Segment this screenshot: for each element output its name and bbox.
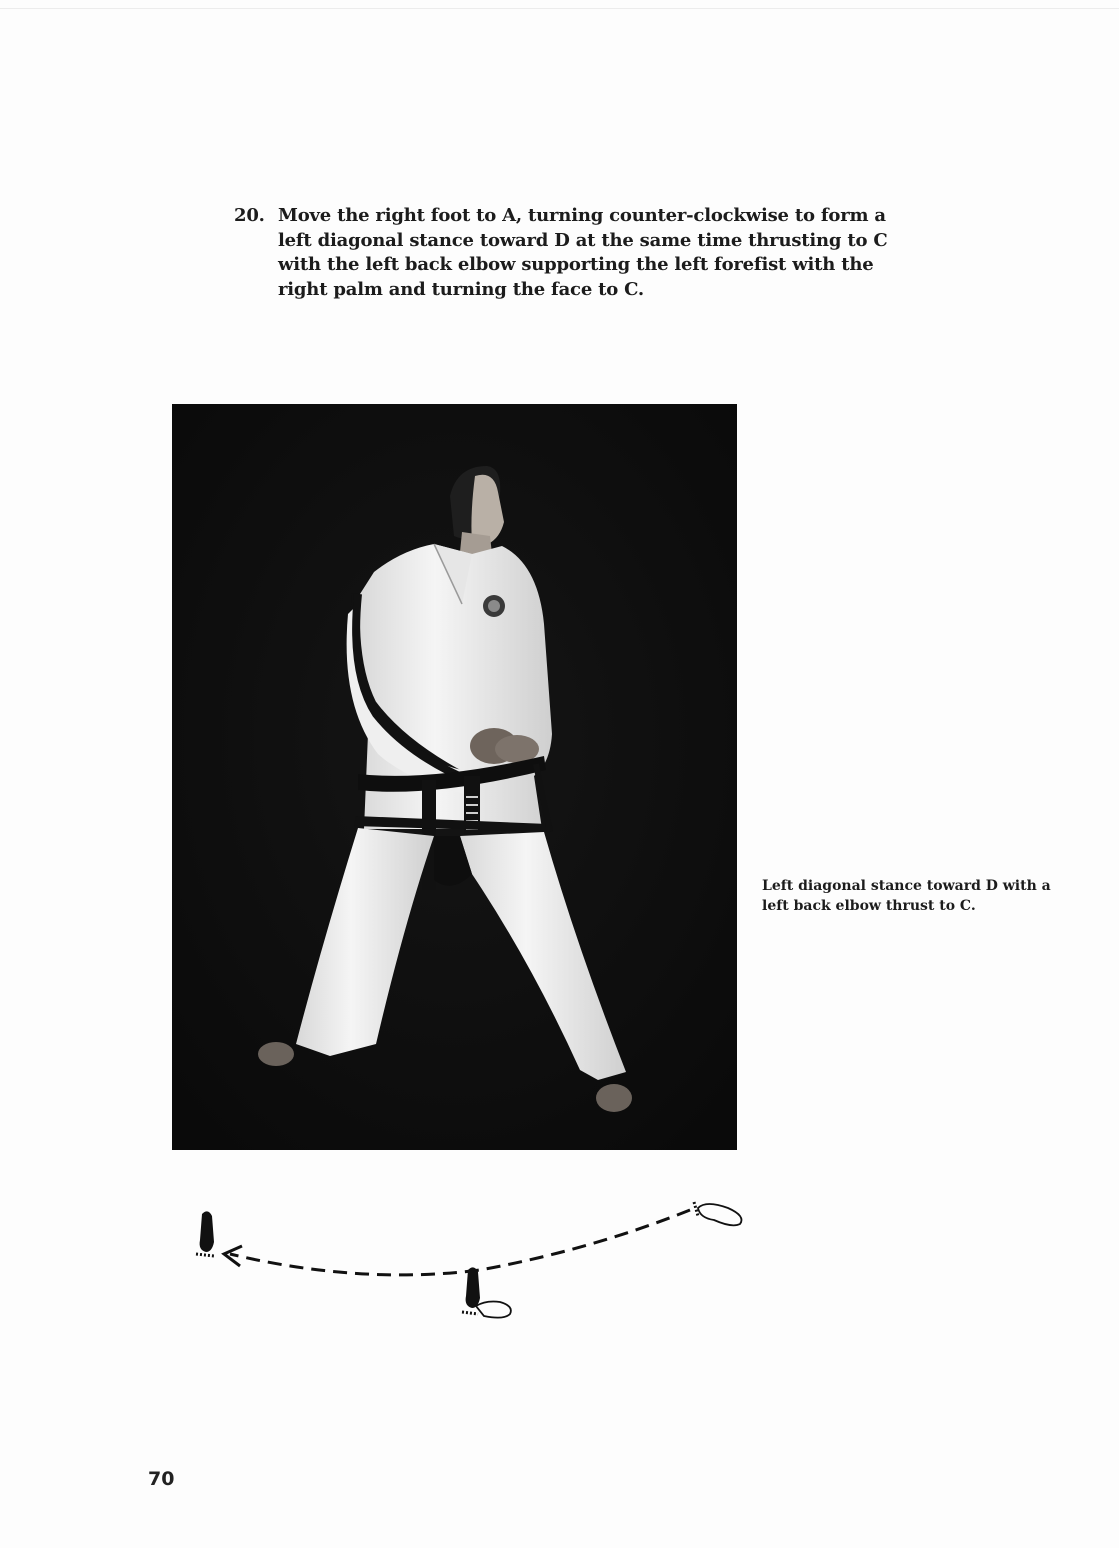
martial-artist-figure [172, 404, 737, 1150]
foot-solid-end-icon [196, 1211, 214, 1256]
footwork-diagram [180, 1190, 760, 1330]
page-edge-line [0, 8, 1119, 9]
technique-photo [172, 404, 737, 1150]
photo-caption: Left diagonal stance toward D with a left back elbow thrust to C. [762, 878, 1051, 914]
step-number: 20. [234, 205, 265, 226]
dashed-path [230, 1210, 690, 1275]
foot-outline-pivot-icon [476, 1302, 511, 1318]
foot-outline-start-icon [694, 1202, 742, 1225]
step-text: Move the right foot to A, turning counter-clockwise to form a left diagonal stance toward D at the same time thrusting to C with the left back elbow supporting the left forefist with the right palm and turning the face to C. [278, 205, 888, 300]
page-number: 70 [148, 1468, 175, 1490]
instruction-step [234, 204, 924, 302]
